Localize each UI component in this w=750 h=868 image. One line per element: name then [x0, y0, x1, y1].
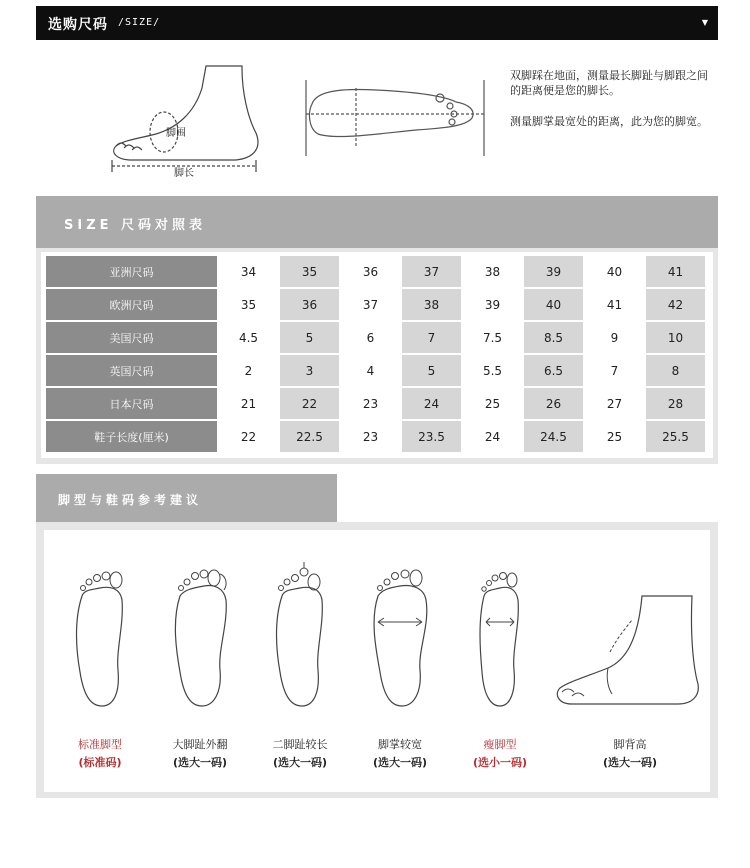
- foot-type-bunion: [170, 560, 230, 710]
- foot-type-name-4: 脚掌较宽: [378, 738, 422, 751]
- size-row-label: 欧洲尺码: [46, 289, 217, 320]
- size-row-label: 鞋子长度(厘米): [46, 421, 217, 452]
- size-cell: 2: [219, 355, 278, 386]
- size-chart-title: SIZE 尺码对照表: [64, 218, 207, 233]
- size-row-label: 美国尺码: [46, 322, 217, 353]
- size-cell: 40: [585, 256, 644, 287]
- foot-advice-title: 脚型与鞋码参考建议: [58, 493, 203, 507]
- measure-intro: [36, 48, 718, 188]
- size-cell: 5: [280, 322, 339, 353]
- size-table: [44, 254, 707, 454]
- wide-foot-icon: [370, 560, 430, 710]
- section-subtitle: /SIZE/: [118, 17, 161, 28]
- size-cell: 35: [280, 256, 339, 287]
- foot-advice-tab: [36, 474, 337, 522]
- size-cell: 38: [463, 256, 522, 287]
- section-title-bar: [36, 6, 718, 40]
- foot-advice-content: [44, 530, 710, 792]
- top-foot-icon: [306, 80, 484, 156]
- size-cell: 8: [646, 355, 705, 386]
- size-cell: 24: [402, 388, 461, 419]
- size-cell: 25: [585, 421, 644, 452]
- size-cell: 3: [280, 355, 339, 386]
- foot-type-long-second-toe: [270, 560, 330, 710]
- high-instep-foot-icon: [552, 560, 702, 710]
- foot-type-tip-1: (标准码): [78, 756, 122, 769]
- size-row: [46, 421, 705, 452]
- size-cell: 36: [280, 289, 339, 320]
- size-cell: 37: [402, 256, 461, 287]
- standard-foot-icon: [70, 560, 130, 710]
- size-cell: 37: [341, 289, 400, 320]
- size-row: [46, 256, 705, 287]
- size-cell: 41: [646, 256, 705, 287]
- foot-type-tip-4: (选大一码): [372, 756, 428, 769]
- size-cell: 39: [463, 289, 522, 320]
- bunion-foot-icon: [170, 560, 230, 710]
- size-cell: 23: [341, 388, 400, 419]
- size-row: [46, 355, 705, 386]
- size-cell: 22.5: [280, 421, 339, 452]
- foot-type-name-3: 二脚趾较长: [272, 738, 328, 751]
- size-cell: 4: [341, 355, 400, 386]
- size-row-label: 日本尺码: [46, 388, 217, 419]
- size-cell: 25.5: [646, 421, 705, 452]
- foot-type-standard: [70, 560, 130, 710]
- size-row: [46, 289, 705, 320]
- size-cell: 21: [219, 388, 278, 419]
- size-row-label: 英国尺码: [46, 355, 217, 386]
- size-cell: 22: [219, 421, 278, 452]
- size-cell: 36: [341, 256, 400, 287]
- size-chart-panel: [36, 196, 718, 464]
- foot-type-tip-5: (选小一码): [472, 756, 528, 769]
- size-cell: 35: [219, 289, 278, 320]
- size-cell: 34: [219, 256, 278, 287]
- foot-advice-panel: [36, 522, 718, 798]
- size-cell: 7: [585, 355, 644, 386]
- foot-type-name-6: 脚背高: [613, 738, 647, 751]
- size-cell: 6.5: [524, 355, 583, 386]
- size-cell: 28: [646, 388, 705, 419]
- size-cell: 27: [585, 388, 644, 419]
- long-second-toe-foot-icon: [270, 560, 330, 710]
- foot-type-high-instep: [552, 560, 702, 710]
- size-cell: 8.5: [524, 322, 583, 353]
- size-cell: 9: [585, 322, 644, 353]
- size-cell: 42: [646, 289, 705, 320]
- size-cell: 22: [280, 388, 339, 419]
- size-cell: 10: [646, 322, 705, 353]
- size-cell: 41: [585, 289, 644, 320]
- size-chart-header: [36, 196, 718, 248]
- foot-type-name-5: 瘦脚型: [483, 738, 517, 751]
- side-foot-icon: [112, 66, 258, 172]
- foot-type-tip-2: (选大一码): [172, 756, 228, 769]
- size-cell: 7: [402, 322, 461, 353]
- size-cell: 7.5: [463, 322, 522, 353]
- foot-type-name-2: 大脚趾外翻: [172, 738, 228, 751]
- size-cell: 26: [524, 388, 583, 419]
- size-cell: 24: [463, 421, 522, 452]
- foot-type-tip-6: (选大一码): [602, 756, 658, 769]
- size-chart-body: [41, 252, 713, 458]
- size-row-label: 亚洲尺码: [46, 256, 217, 287]
- girth-label: 脚围: [166, 128, 186, 139]
- width-instruction: 测量脚掌最宽处的距离，此为您的脚宽。: [510, 115, 708, 128]
- size-cell: 23.5: [402, 421, 461, 452]
- size-cell: 4.5: [219, 322, 278, 353]
- foot-type-slim: [470, 560, 530, 710]
- size-cell: 23: [341, 421, 400, 452]
- length-label: 脚长: [174, 168, 194, 179]
- foot-measure-illustration: [36, 48, 496, 188]
- size-cell: 40: [524, 289, 583, 320]
- foot-type-wide: [370, 560, 430, 710]
- size-row: [46, 388, 705, 419]
- size-cell: 5: [402, 355, 461, 386]
- length-instruction: 双脚踩在地面，测量最长脚趾与脚跟之间的距离便是您的脚长。: [510, 69, 708, 97]
- size-cell: 6: [341, 322, 400, 353]
- size-cell: 5.5: [463, 355, 522, 386]
- size-row: [46, 322, 705, 353]
- slim-foot-icon: [470, 560, 530, 710]
- size-cell: 25: [463, 388, 522, 419]
- size-cell: 24.5: [524, 421, 583, 452]
- foot-type-name-1: 标准脚型: [78, 738, 122, 751]
- foot-type-tip-3: (选大一码): [272, 756, 328, 769]
- size-cell: 39: [524, 256, 583, 287]
- section-title: 选购尺码: [48, 17, 108, 33]
- collapse-arrow-icon[interactable]: ▼: [701, 18, 708, 27]
- size-cell: 38: [402, 289, 461, 320]
